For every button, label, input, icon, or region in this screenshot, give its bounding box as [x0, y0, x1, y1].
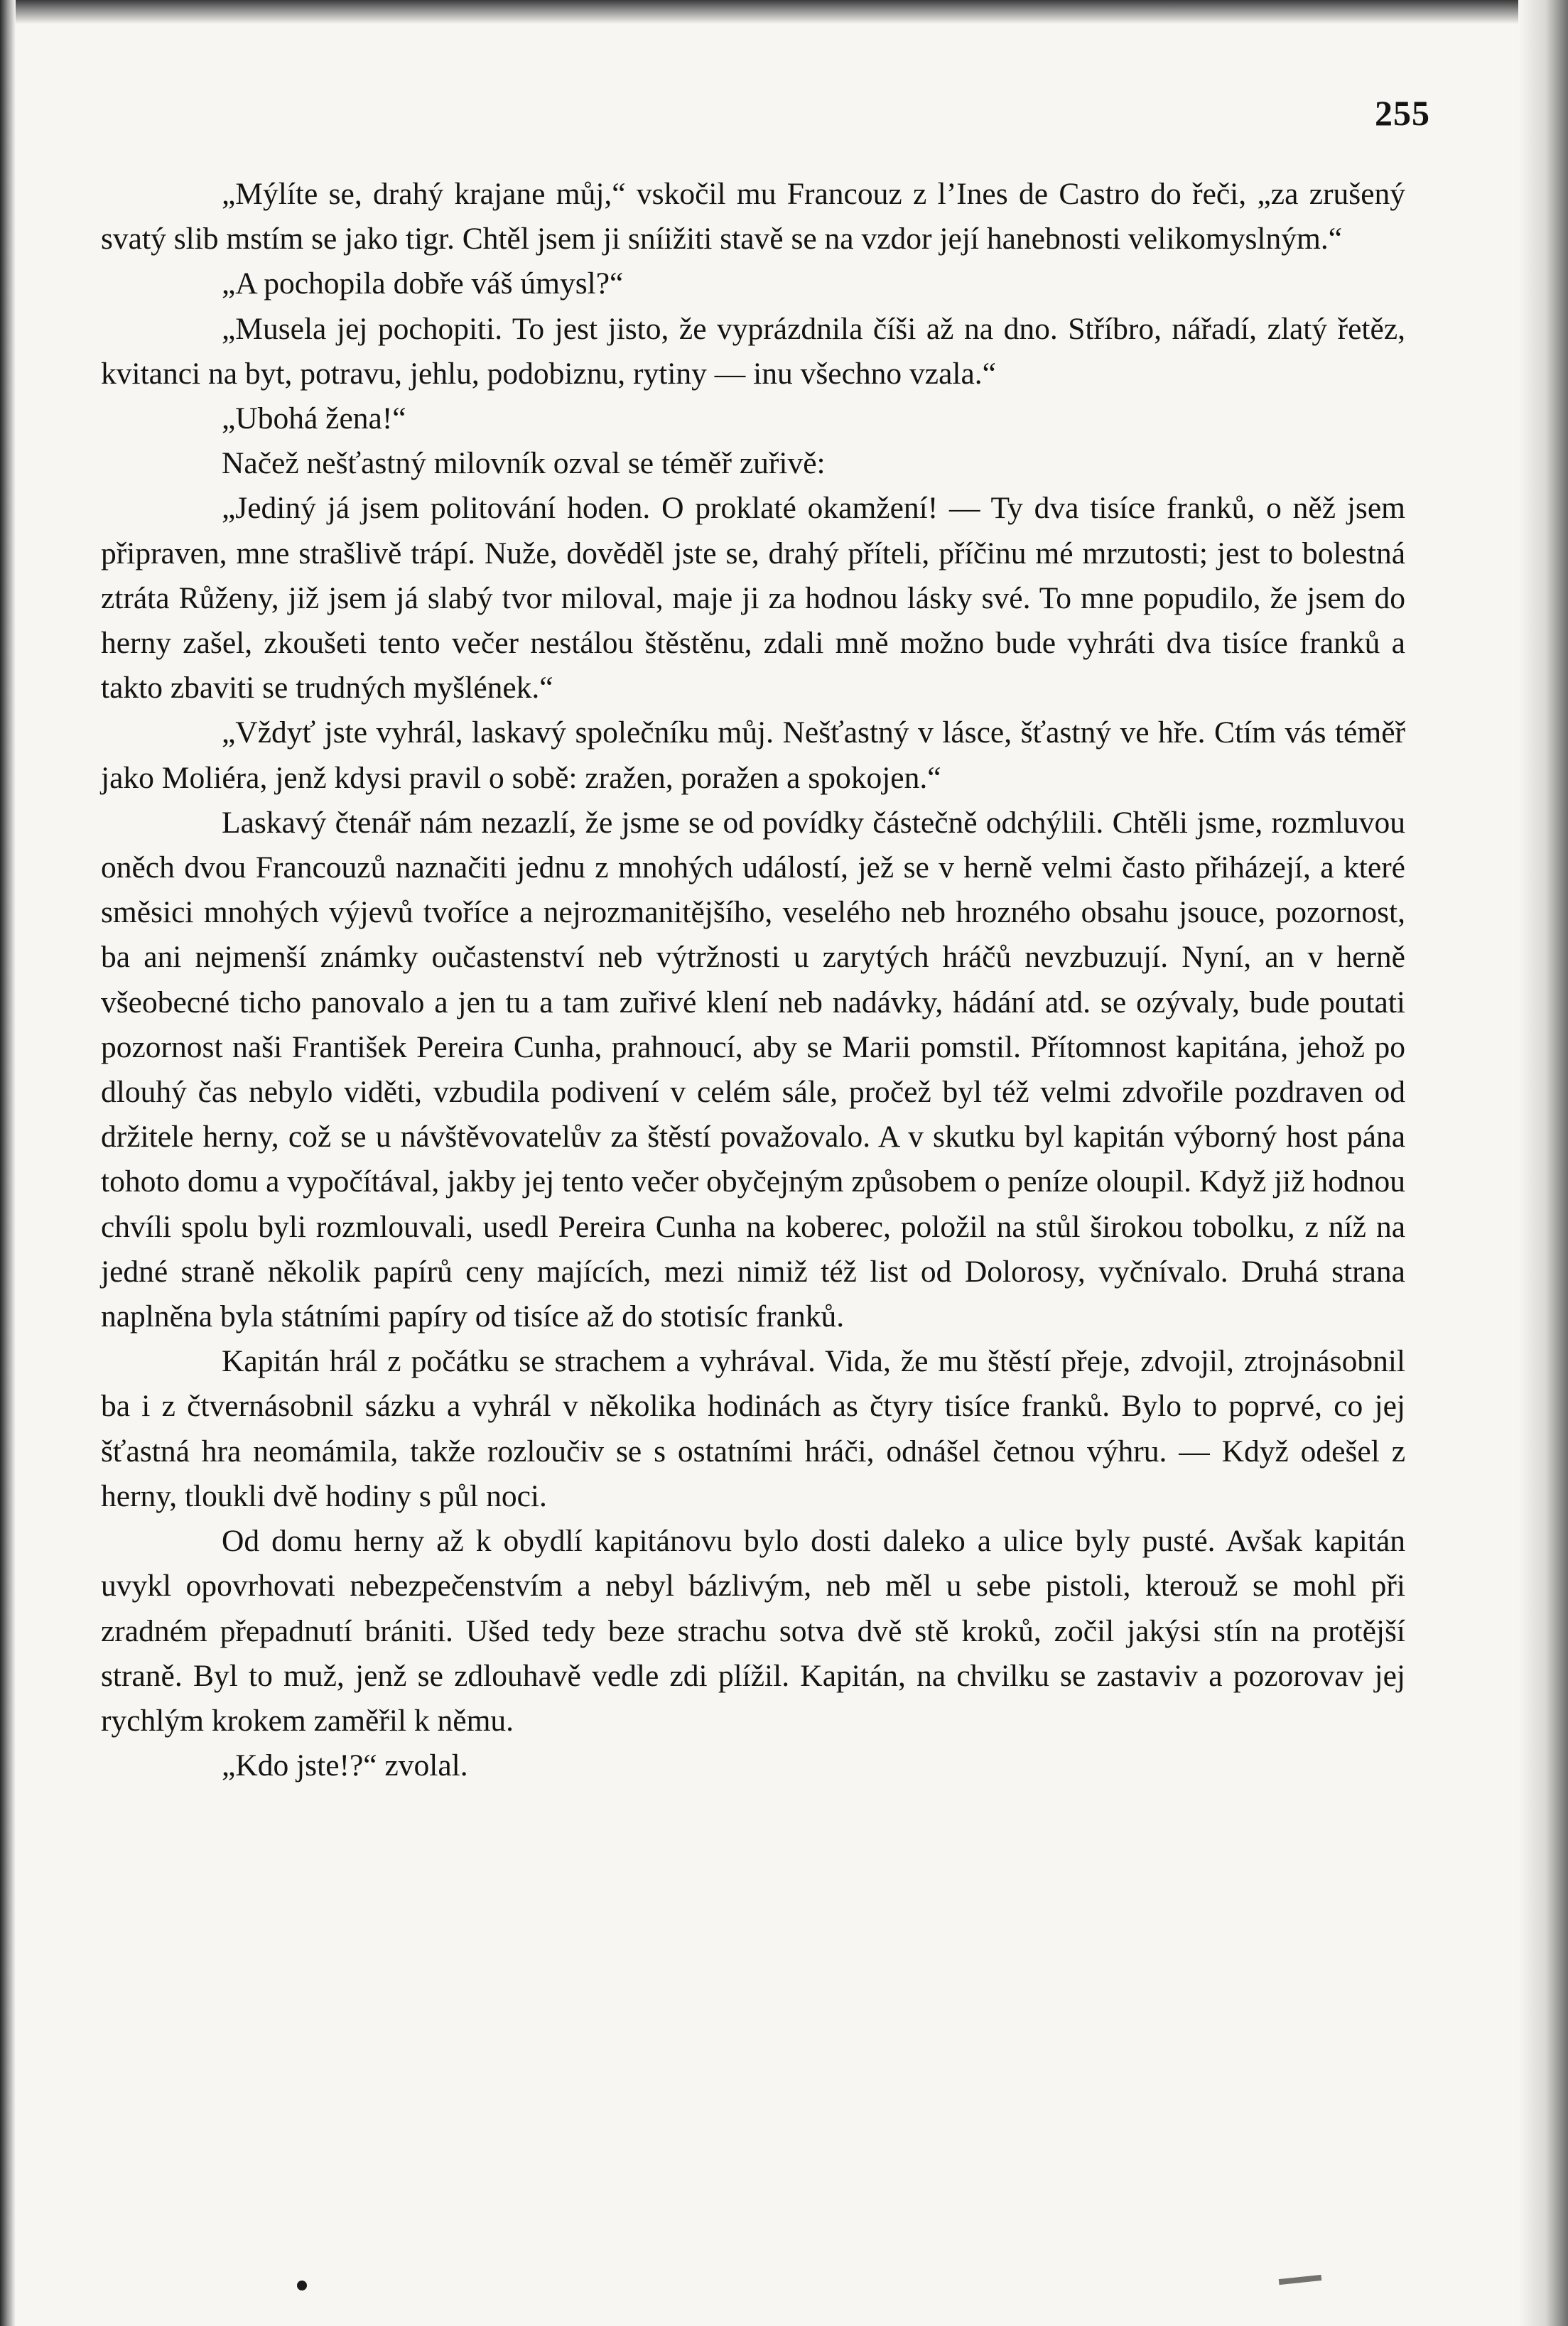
- paragraph: „Kdo jste!?“ zvolal.: [222, 1748, 468, 1783]
- paragraph: „Vždyť jste vyhrál, laskavý společníku můj. Nešťastný v lásce, šťastný ve hře. Ctím vás téměř jako Moliéra, jenž kdysi pravil o sobě: zražen, poražen a spokojen.“: [101, 715, 1405, 795]
- paragraph: Načež nešťastný milovník ozval se téměř zuřivě:: [222, 446, 826, 481]
- paragraph: „A pochopila dobře váš úmysl?“: [222, 266, 624, 301]
- paragraph: Od domu herny až k obydlí kapitánovu bylo dosti daleko a ulice byly pusté. Avšak kapitán uvykl opovrhovati nebezpečenstvím a nebyl bázlivým, neb měl u sebe pistoli, kterouž se mohl při zradném přepadnutí brániti. Ušed tedy beze strachu sotva dvě stě kroků, zočil jakýsi stín na protější straně. Byl to muž, jenž se zdlouhavě vedle zdi plížil. Kapitán, na chvilku se zastaviv a pozorovav jej rychlým krokem zaměřil k němu.: [101, 1524, 1405, 1738]
- paragraph: „Mýlíte se, drahý krajane můj,“ vskočil mu Francouz z l’Ines de Castro do řeči, „za zrušený svatý slib mstím se jako tigr. Chtěl jsem ji sníižiti stavě se na vzdor její hanebnosti velikomyslným.“: [101, 177, 1405, 256]
- page-number: 255: [1375, 93, 1430, 133]
- paragraph: „Ubohá žena!“: [222, 401, 406, 436]
- paragraph: „Musela jej pochopiti. To jest jisto, že vyprázdnila číši až na dno. Stříbro, nářadí, zlatý řetěz, kvitanci na byt, potravu, jehlu, podobiznu, rytiny — inu všechno vzala.“: [101, 311, 1405, 391]
- paragraph: Kapitán hrál z počátku se strachem a vyhrával. Vida, že mu štěstí přeje, zdvojil, ztrojnásobnil ba i z čtvernásobnil sázku a vyhrál v několika hodinách as čtyry tisíce franků. Bylo to poprvé, co jej šťastná hra neomámila, takže rozloučiv se s ostatními hráči, odnášel četnou výhru. — Když odešel z herny, tloukli dvě hodiny s půl noci.: [101, 1344, 1405, 1513]
- scan-edge-top: [0, 0, 1568, 24]
- paragraph: „Jediný já jsem politování hoden. O proklaté okamžení! — Ty dva tisíce franků, o něž jsem připraven, mne strašlivě trápí. Nuže, dověděl jste se, drahý příteli, příčinu mé mrzutosti; jest to bolestná ztráta Růženy, již jsem já slabý tvor miloval, maje ji za hodnou lásky své. To mne popudilo, že jsem do herny zašel, zkoušeti tento večer nestálou štěstěnu, zdali mně možno bude vyhráti dva tisíce franků a takto zbaviti se trudných myšlének.“: [101, 491, 1405, 705]
- paragraph: Laskavý čtenář nám nezazlí, že jsme se od povídky částečně odchýlili. Chtěli jsme, rozmluvou oněch dvou Francouzů naznačiti jednu z mnohých událostí, jež se v herně velmi často přiházejí, a které směsici mnohých výjevů tvoříce a nejrozmanitějšího, veselého neb hrozného obsahu jsouce, pozornost, ba ani nejmenší známky oučastenství neb výtržnosti u zarytých hráčů nevzbuzují. Nyní, an v herně všeobecné ticho panovalo a jen tu a tam zuřivé klení neb nadávky, hádání atd. se ozývaly, bude poutati pozornost naši František Pereira Cunha, prahnoucí, aby se Marii pomstil. Přítomnost kapitána, jehož po dlouhý čas nebylo viděti, vzbudila podivení v celém sále, pročež byl též velmi zdvořile pozdraven od držitele herny, což se u návštěvovatelův za štěstí považovalo. A v skutku byl kapitán výborný host pána tohoto domu a vypočítával, jakby jej tento večer obyčejným způsobem o peníze oloupil. Když již hodnou chvíli spolu byli rozmlouvali, usedl Pereira Cunha na koberec, položil na stůl širokou tobolku, z níž na jedné straně několik papírů ceny majících, mezi nimiž též list od Dolorosy, vyčnívalo. Druhá strana naplněna byla státními papíry od tisíce až do stotisíc franků.: [101, 805, 1405, 1334]
- ink-mark: [1279, 2275, 1322, 2285]
- body-text: [101, 172, 1405, 1788]
- ink-dot: [297, 2281, 307, 2290]
- scan-edge-right: [1518, 0, 1568, 2326]
- scan-edge-left: [0, 0, 16, 2326]
